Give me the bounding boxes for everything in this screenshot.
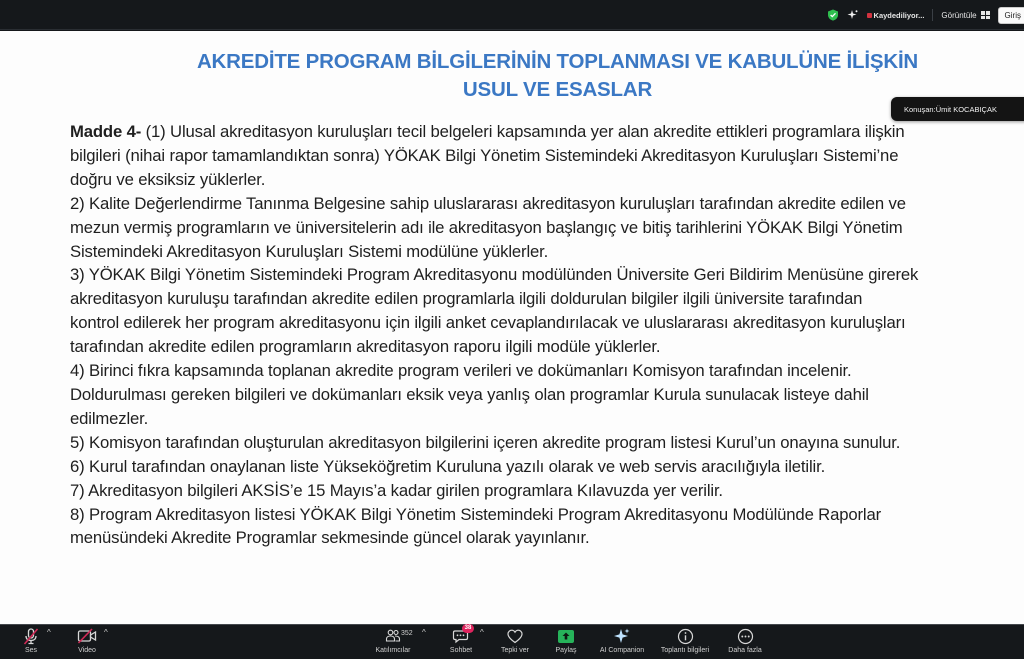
audio-label: Ses [24, 647, 38, 654]
grid-view-icon [981, 11, 990, 19]
meeting-info-label: Toplantı bilgileri [660, 647, 710, 654]
slide-line: menüsündeki Akredite Programlar sekmesinde güncel olarak yayınlanır. [70, 528, 590, 548]
view-label: Görüntüle [941, 10, 977, 20]
divider [932, 9, 933, 21]
recording-dot-icon [867, 13, 872, 18]
chat-button[interactable] [446, 627, 476, 659]
camera-off-icon [77, 627, 97, 645]
heart-icon [507, 627, 523, 645]
slide-line: bilgileri (nihai rapor tamamlandıktan sonra) YÖKAK Bilgi Yönetim Sistemindeki Akreditasyon Kuruluşları Sistemi’ne [70, 145, 899, 165]
view-button[interactable] [941, 11, 989, 20]
sparkle-icon[interactable] [847, 9, 859, 21]
info-icon [677, 627, 694, 645]
audio-button[interactable] [20, 627, 42, 659]
slide-line: kontrol edilerek her program akreditasyonu için ilgili anket cevaplandırılacak ve uluslararası akreditasyon kuruluşları [70, 313, 906, 333]
audio-options-caret-icon[interactable]: ^ [47, 628, 51, 637]
slide-line: mezun vermiş programların ve üniversitelerin adı ile akreditasyon başlangıç ve bitiş tarihlerini YÖKAK Bilgi Yönetim [70, 217, 903, 237]
more-label: Daha fazla [728, 647, 762, 654]
video-button[interactable] [74, 627, 100, 659]
slide-line: Sistemindeki Akreditasyon Kuruluşları Sistemi modülüne yüklerler. [70, 241, 549, 261]
slide-title-line-2: USUL VE ESASLAR [462, 78, 653, 101]
article-heading: Madde 4- [70, 122, 142, 141]
share-button[interactable] [553, 627, 579, 659]
recording-label: Kaydediliyor... [873, 10, 925, 20]
participants-options-caret-icon[interactable]: ^ [422, 628, 426, 637]
slide-line: edilmezler. [70, 408, 149, 428]
video-label: Video [78, 647, 96, 654]
more-icon [737, 627, 754, 645]
slide-line: 4) Birinci fıkra kapsamında toplanan akredite program verileri ve dokümanları Komisyon tarafından incelenir. [70, 361, 852, 381]
participants-icon [385, 627, 401, 645]
meeting-toolbar [0, 624, 1024, 659]
slide-line: doğru ve eksiksiz yüklerler. [70, 169, 266, 189]
slide-line: Madde 4- (1) Ulusal akreditasyon kuruluşları tecil belgeleri kapsamında yer alan akredite ettikleri programlara ilişkin [70, 122, 905, 141]
top-bar-status [827, 0, 1024, 30]
enter-button[interactable]: Giriş [998, 7, 1024, 24]
participants-count: 352 [401, 630, 413, 637]
chat-options-caret-icon[interactable]: ^ [480, 628, 484, 637]
slide-line: 6) Kurul tarafından onaylanan liste Yükseköğretim Kuruluna yazılı olarak ve web servis aracılığıyla iletilir. [70, 456, 826, 476]
chat-icon [452, 627, 470, 645]
slide-line: 5) Komisyon tarafından oluşturulan akreditasyon bilgilerini içeren akredite program listesi Kurul’un onayına sunulur. [70, 432, 901, 452]
active-speaker-label: Konuşan:Ümit KOCABIÇAK [891, 97, 1024, 121]
recording-indicator[interactable] [867, 11, 925, 20]
video-options-caret-icon[interactable]: ^ [104, 628, 108, 637]
slide-line: 2) Kalite Değerlendirme Tanınma Belgesine sahip uluslararası akreditasyon kuruluşları tarafından akredite edilen ve [70, 193, 906, 213]
share-label: Paylaş [555, 647, 577, 654]
reactions-label: Tepki ver [500, 647, 529, 654]
slide-line: Doldurulması gereken bilgileri ve dokümanları eksik veya yanlış olan programlar Kurula sunulacak listeye dahil [70, 384, 869, 404]
reactions-button[interactable] [497, 627, 533, 659]
meeting-info-button[interactable] [656, 627, 714, 659]
shield-check-icon[interactable] [827, 9, 839, 21]
slide-line: akreditasyon kuruluşu tarafından akredite edilen programlarla ilgili doldurulan bilgiler ilgili üniversite tarafından [70, 289, 863, 309]
shared-screen-slide [0, 31, 1024, 624]
participants-label: Katılımcılar [375, 647, 411, 654]
ai-sparkle-icon [613, 627, 631, 645]
chat-label: Sohbet [449, 647, 473, 654]
slide-line: tarafından akredite edilen programların akreditasyon raporu ilgili modüle yüklerler. [70, 337, 661, 357]
chat-unread-badge: 38 [462, 624, 474, 633]
slide-line: 8) Program Akreditasyon listesi YÖKAK Bilgi Yönetim Sistemindeki Program Akreditasyonu Modülünde Raporlar [70, 504, 881, 524]
more-button[interactable] [724, 627, 766, 659]
slide-line: 3) YÖKAK Bilgi Yönetim Sistemindeki Program Akreditasyonu modülünden Üniversite Geri Bildirim Menüsüne girerek [70, 265, 919, 285]
ai-companion-button[interactable] [596, 627, 648, 659]
top-bar [0, 0, 1024, 30]
microphone-muted-icon [23, 627, 39, 645]
ai-companion-label: AI Companion [599, 647, 645, 654]
share-screen-icon [558, 627, 574, 645]
slide-title-line-1: AKREDİTE PROGRAM BİLGİLERİNİN TOPLANMASI VE KABULÜNE İLİŞKİN [196, 50, 919, 73]
slide-line: 7) Akreditasyon bilgileri AKSİS’e 15 Mayıs’a kadar girilen programlara Kılavuzda yer verilir. [70, 480, 723, 500]
slide-body [70, 120, 1010, 550]
